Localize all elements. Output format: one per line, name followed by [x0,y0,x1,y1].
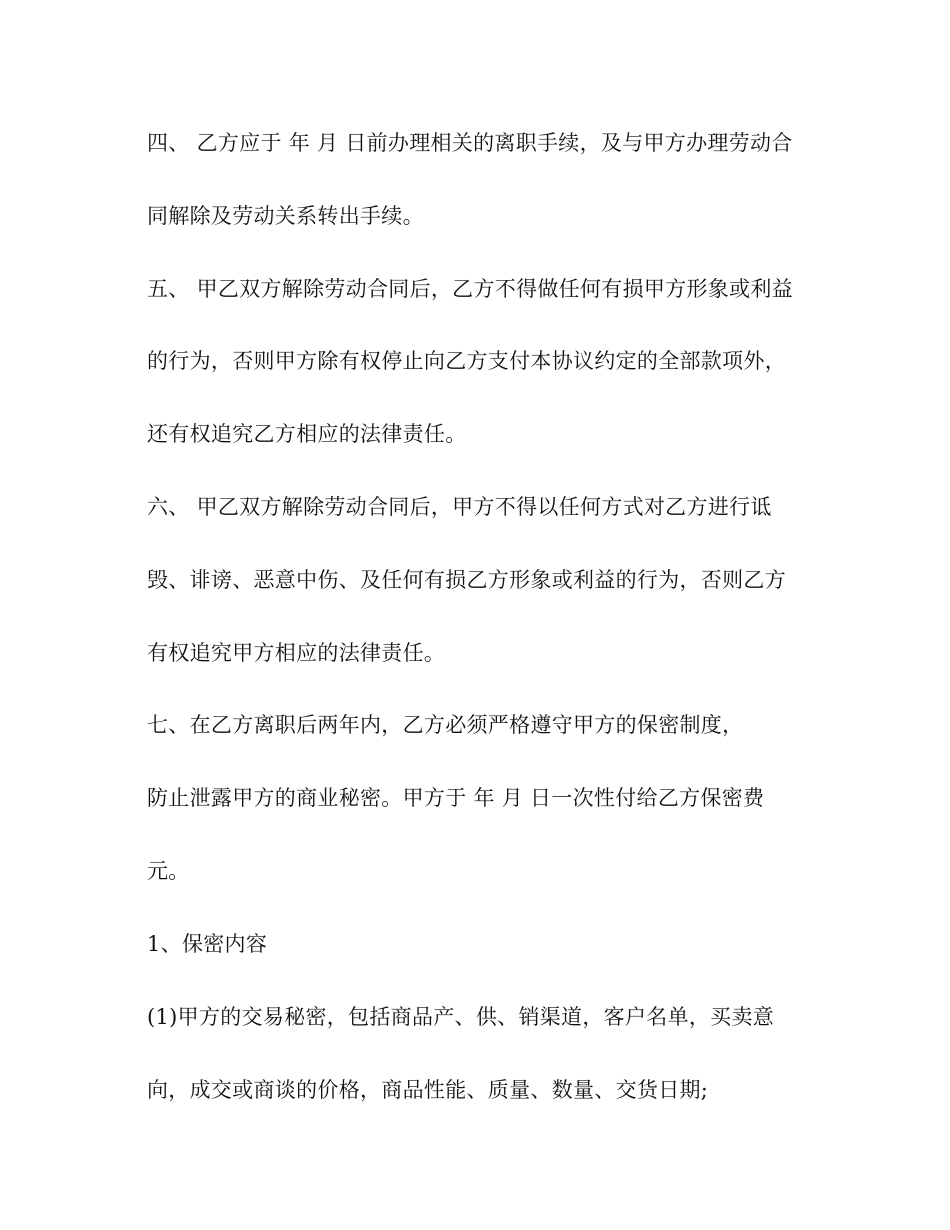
text-line-clause-4-cont: 同解除及劳动关系转出手续。 [147,204,424,228]
text-line-clause-7: 七、在乙方离职后两年内，乙方必须严格遵守甲方的保密制度， [147,713,744,737]
text-line-clause-6-end: 有权追究甲方相应的法律责任。 [147,641,446,665]
section-heading-confidentiality: 1、保密内容 [147,932,268,956]
text-line-clause-5-cont: 的行为，否则甲方除有权停止向乙方支付本协议约定的全部款项外， [147,349,786,373]
text-line-clause-4: 四、 乙方应于 年 月 日前办理相关的离职手续，及与甲方办理劳动合 [147,131,793,155]
text-line-item-1: (1)甲方的交易秘密，包括商品产、供、销渠道，客户名单，买卖意 [147,1005,775,1029]
text-line-clause-6-cont: 毁、诽谤、恶意中伤、及任何有损乙方形象或利益的行为，否则乙方 [147,568,786,592]
text-line-clause-7-cont: 防止泄露甲方的商业秘密。甲方于 年 月 日一次性付给乙方保密费 [147,786,765,810]
text-line-clause-7-end: 元。 [147,859,190,883]
text-line-clause-5-end: 还有权追究乙方相应的法律责任。 [147,422,467,446]
text-line-clause-5: 五、 甲乙双方解除劳动合同后，乙方不得做任何有损甲方形象或利益 [147,277,793,301]
text-line-clause-6: 六、 甲乙双方解除劳动合同后，甲方不得以任何方式对乙方进行诋 [147,495,772,519]
text-line-item-1-cont: 向，成交或商谈的价格，商品性能、质量、数量、交货日期; [147,1078,709,1102]
